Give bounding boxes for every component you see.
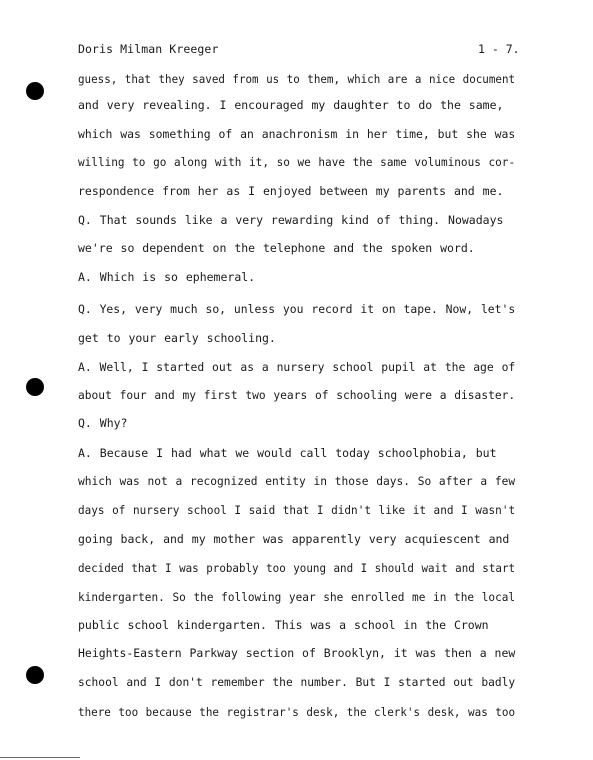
body-line: which was something of an anachronism in her time, but she was [78,127,516,141]
body-line: public school kindergarten. This was a school in the Crown [78,618,489,632]
body-line: days of nursery school I said that I didn't like it and I wasn't [78,503,516,517]
body-line: Q. Why? [78,416,128,430]
punch-hole [26,82,44,100]
body-line: A. Because I had what we would call today schoolphobia, but [78,446,497,460]
punch-hole [26,378,44,396]
body-line: about four and my first two years of schooling were a disaster. [78,388,516,402]
body-line: willing to go along with it, so we have the same voluminous cor- [78,155,516,169]
body-line: and very revealing. I encouraged my daughter to do the same, [78,98,504,112]
header-author: Doris Milman Kreeger [78,42,219,56]
body-line: A. Well, I started out as a nursery school pupil at the age of [78,360,516,374]
body-line: we're so dependent on the telephone and the spoken word. [78,241,475,255]
body-line: Heights-Eastern Parkway section of Brooklyn, it was then a new [78,646,516,660]
body-line: A. Which is so ephemeral. [78,270,256,284]
page-number: 1 - 7. [478,42,520,56]
body-line: decided that I was probably too young and I should wait and start [78,561,516,575]
punch-hole [26,666,44,684]
body-line: going back, and my mother was apparently very acquiescent and [78,532,510,546]
body-line: school and I don't remember the number. But I started out badly [78,675,516,689]
body-line: get to your early schooling. [78,331,276,345]
body-line: Q. That sounds like a very rewarding kind of thing. Nowadays [78,213,504,227]
body-line: there too because the registrar's desk, the clerk's desk, was too [78,705,516,719]
body-line: kindergarten. So the following year she enrolled me in the local [78,590,516,604]
body-line: guess, that they saved from us to them, which are a nice document [78,72,516,86]
body-line: Q. Yes, very much so, unless you record it on tape. Now, let's [78,302,516,316]
body-line: which was not a recognized entity in those days. So after a few [78,474,516,488]
page-edge-rule [0,757,80,758]
body-line: respondence from her as I enjoyed between my parents and me. [78,184,504,198]
